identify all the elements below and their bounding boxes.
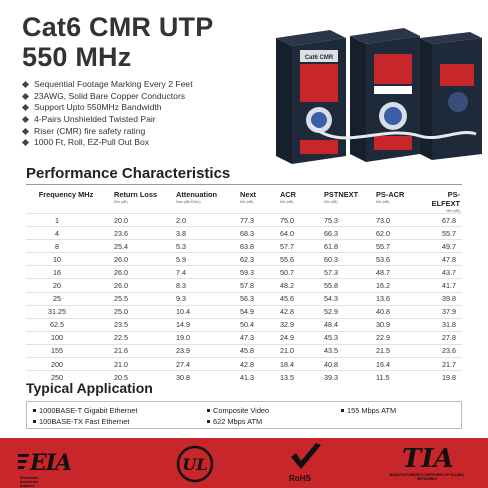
- feature-list: [22, 79, 193, 149]
- table-cell: 75.3: [324, 214, 376, 227]
- table-cell: 57.7: [280, 240, 324, 253]
- table-cell: 24.9: [280, 331, 324, 344]
- table-cell: 25.0: [114, 305, 176, 318]
- table-cell: 45.8: [240, 344, 280, 357]
- eia-subtitle: Electronic Industries Alliance: [20, 476, 39, 488]
- table-cell: 43.7: [420, 266, 462, 279]
- table-cell: 55.8: [324, 279, 376, 292]
- bullet-icon: [207, 409, 210, 412]
- table-cell: 26.0: [114, 279, 176, 292]
- table-cell: 10: [26, 253, 114, 266]
- feature-item: Sequential Footage Marking Every 2 Feet: [22, 79, 193, 91]
- table-cell: 40.8: [376, 305, 420, 318]
- table-cell: 62.5: [26, 318, 114, 331]
- product-box-middle: [350, 28, 420, 162]
- eia-wordmark: EIA: [30, 450, 72, 476]
- table-row: [26, 214, 462, 227]
- table-cell: 41.3: [240, 371, 280, 384]
- table-cell: 10.4: [176, 305, 240, 318]
- certification-footer: [0, 438, 488, 488]
- table-cell: 21.6: [114, 344, 176, 357]
- table-cell: 57.3: [324, 266, 376, 279]
- table-row: [26, 331, 462, 344]
- table-cell: 26.0: [114, 253, 176, 266]
- table-cell: 77.3: [240, 214, 280, 227]
- table-row: [26, 358, 462, 371]
- table-cell: 30.8: [176, 371, 240, 384]
- table-cell: 45.6: [280, 292, 324, 305]
- table-cell: 8: [26, 240, 114, 253]
- table-cell: 13.5: [280, 371, 324, 384]
- table-cell: 42.8: [280, 305, 324, 318]
- column-header: Next Min.(dB): [240, 190, 257, 204]
- table-cell: 43.5: [324, 344, 376, 357]
- table-cell: 18.4: [280, 358, 324, 371]
- bullet-icon: [33, 409, 36, 412]
- table-cell: 4: [26, 227, 114, 240]
- tia-wordmark: TIA: [402, 444, 454, 474]
- table-cell: 23.6: [114, 227, 176, 240]
- table-cell: 23.9: [176, 344, 240, 357]
- table-cell: 5.9: [176, 253, 240, 266]
- table-cell: 16.4: [376, 358, 420, 371]
- table-cell: 68.3: [240, 227, 280, 240]
- table-cell: 39.3: [324, 371, 376, 384]
- table-cell: 60.3: [324, 253, 376, 266]
- column-header: Return Loss Min.(dB): [114, 190, 158, 204]
- table-cell: 22.5: [114, 331, 176, 344]
- table-cell: 13.6: [376, 292, 420, 305]
- table-cell: 21.0: [114, 358, 176, 371]
- table-cell: 21.0: [280, 344, 324, 357]
- table-cell: 20.5: [114, 371, 176, 384]
- table-header-row: [26, 188, 462, 214]
- table-body: [26, 214, 462, 384]
- table-cell: 55.6: [280, 253, 324, 266]
- bullet-icon: [207, 420, 210, 423]
- table-cell: 50.7: [280, 266, 324, 279]
- table-cell: 37.9: [420, 305, 462, 318]
- diamond-bullet-icon: [22, 116, 29, 123]
- title-line-2: 550 MHz: [22, 42, 132, 72]
- table-cell: 47.8: [420, 253, 462, 266]
- feature-item: Riser (CMR) fire safety rating: [22, 125, 193, 137]
- table-cell: 53.6: [376, 253, 420, 266]
- table-cell: 73.0: [376, 214, 420, 227]
- table-cell: 20.0: [114, 214, 176, 227]
- table-cell: 250: [26, 371, 114, 384]
- product-hero: [0, 0, 488, 160]
- application-title: Typical Application: [26, 380, 153, 396]
- table-cell: 62.0: [376, 227, 420, 240]
- table-cell: 11.5: [376, 371, 420, 384]
- table-cell: 27.4: [176, 358, 240, 371]
- diamond-bullet-icon: [22, 128, 29, 135]
- table-row: [26, 318, 462, 331]
- table-cell: 45.3: [324, 331, 376, 344]
- table-cell: 48.7: [376, 266, 420, 279]
- table-cell: 30.9: [376, 318, 420, 331]
- table-cell: 27.8: [420, 331, 462, 344]
- table-cell: 100: [26, 331, 114, 344]
- table-cell: 66.3: [324, 227, 376, 240]
- table-cell: 155: [26, 344, 114, 357]
- diamond-bullet-icon: [22, 139, 29, 146]
- table-cell: 19.0: [176, 331, 240, 344]
- table-cell: 16: [26, 266, 114, 279]
- table-row: [26, 279, 462, 292]
- table-cell: 64.0: [280, 227, 324, 240]
- table-cell: 42.8: [240, 358, 280, 371]
- table-cell: 56.3: [240, 292, 280, 305]
- diamond-bullet-icon: [22, 93, 29, 100]
- product-box-front: [276, 30, 346, 164]
- table-cell: 9.3: [176, 292, 240, 305]
- table-cell: 8.3: [176, 279, 240, 292]
- product-box-back: [420, 32, 482, 160]
- bullet-icon: [33, 420, 36, 423]
- table-cell: 61.8: [324, 240, 376, 253]
- diamond-bullet-icon: [22, 104, 29, 111]
- table-cell: 50.4: [240, 318, 280, 331]
- title-line-1: Cat6 CMR UTP: [22, 12, 214, 42]
- table-cell: 48.4: [324, 318, 376, 331]
- table-cell: 25.5: [114, 292, 176, 305]
- table-row: [26, 240, 462, 253]
- performance-table: [26, 188, 462, 384]
- table-cell: 14.9: [176, 318, 240, 331]
- table-cell: 49.7: [420, 240, 462, 253]
- feature-item: Support Upto 550MHz Bandwidth: [22, 102, 193, 114]
- table-row: [26, 227, 462, 240]
- table-row: [26, 253, 462, 266]
- feature-item: 4-Pairs Unshielded Twisted Pair: [22, 114, 193, 126]
- table-cell: 55.7: [420, 227, 462, 240]
- column-header: Frequency MHz: [38, 190, 94, 199]
- feature-item: 1000 Ft, Roll, EZ-Pull Out Box: [22, 137, 193, 149]
- tia-subtitle: MANUFACTURERS & SUPPLIERS OF GLOBAL NETWORKS: [389, 473, 465, 481]
- table-cell: 63.8: [240, 240, 280, 253]
- table-cell: 75.0: [280, 214, 324, 227]
- application-item: Composite Video: [207, 406, 269, 415]
- section-divider: [26, 184, 462, 185]
- table-cell: 48.2: [280, 279, 324, 292]
- table-cell: 5.3: [176, 240, 240, 253]
- table-row: [26, 344, 462, 357]
- table-row: [26, 305, 462, 318]
- table-cell: 31.25: [26, 305, 114, 318]
- bullet-icon: [341, 409, 344, 412]
- table-cell: 54.9: [240, 305, 280, 318]
- product-title: [22, 12, 213, 72]
- column-header: ACR Min.(dB): [280, 190, 297, 204]
- diamond-bullet-icon: [22, 81, 29, 88]
- table-cell: 20: [26, 279, 114, 292]
- table-cell: 47.3: [240, 331, 280, 344]
- table-cell: 200: [26, 358, 114, 371]
- table-row: [26, 266, 462, 279]
- application-item: 155 Mbps ATM: [341, 406, 396, 415]
- table-cell: 32.9: [280, 318, 324, 331]
- table-cell: 23.6: [420, 344, 462, 357]
- table-cell: 67.8: [420, 214, 462, 227]
- product-boxes-image: [270, 24, 482, 166]
- performance-title: Performance Characteristics: [26, 165, 231, 182]
- table-cell: 23.5: [114, 318, 176, 331]
- rohs-check-icon: [288, 442, 324, 474]
- column-header: Attenuation Max.(dB/100m): [176, 190, 218, 204]
- table-cell: 54.3: [324, 292, 376, 305]
- table-cell: 59.3: [240, 266, 280, 279]
- table-cell: 21.5: [376, 344, 420, 357]
- table-row: [26, 292, 462, 305]
- table-cell: 52.9: [324, 305, 376, 318]
- table-cell: 7.4: [176, 266, 240, 279]
- column-header: PS-ELFEXT Min.(dB): [431, 190, 460, 213]
- application-item: 100BASE-TX Fast Ethernet: [33, 417, 129, 426]
- table-cell: 57.8: [240, 279, 280, 292]
- table-cell: 1: [26, 214, 114, 227]
- application-item: 1000BASE-T Gigabit Ethernet: [33, 406, 137, 415]
- table-cell: 2.0: [176, 214, 240, 227]
- column-header: PS-ACR Min.(dB): [376, 190, 405, 204]
- table-cell: 62.3: [240, 253, 280, 266]
- table-cell: 31.8: [420, 318, 462, 331]
- column-header: PSTNEXT Min.(dB): [324, 190, 359, 204]
- application-item: 622 Mbps ATM: [207, 417, 262, 426]
- table-cell: 22.9: [376, 331, 420, 344]
- table-cell: 16.2: [376, 279, 420, 292]
- table-cell: 21.7: [420, 358, 462, 371]
- table-cell: 40.8: [324, 358, 376, 371]
- table-cell: 55.7: [376, 240, 420, 253]
- table-cell: 25: [26, 292, 114, 305]
- svg-text:UL: UL: [182, 455, 208, 474]
- table-cell: 41.7: [420, 279, 462, 292]
- application-box: [26, 401, 462, 429]
- table-cell: 3.8: [176, 227, 240, 240]
- table-cell: 25.4: [114, 240, 176, 253]
- ul-logo-icon: [176, 445, 214, 483]
- table-cell: 39.8: [420, 292, 462, 305]
- feature-item: 23AWG, Solid Bare Copper Conductors: [22, 91, 193, 103]
- box-label: Cat6 CMR: [304, 55, 334, 61]
- table-cell: 19.8: [420, 371, 462, 384]
- table-cell: 26.0: [114, 266, 176, 279]
- rohs-label: RoHS: [289, 474, 311, 483]
